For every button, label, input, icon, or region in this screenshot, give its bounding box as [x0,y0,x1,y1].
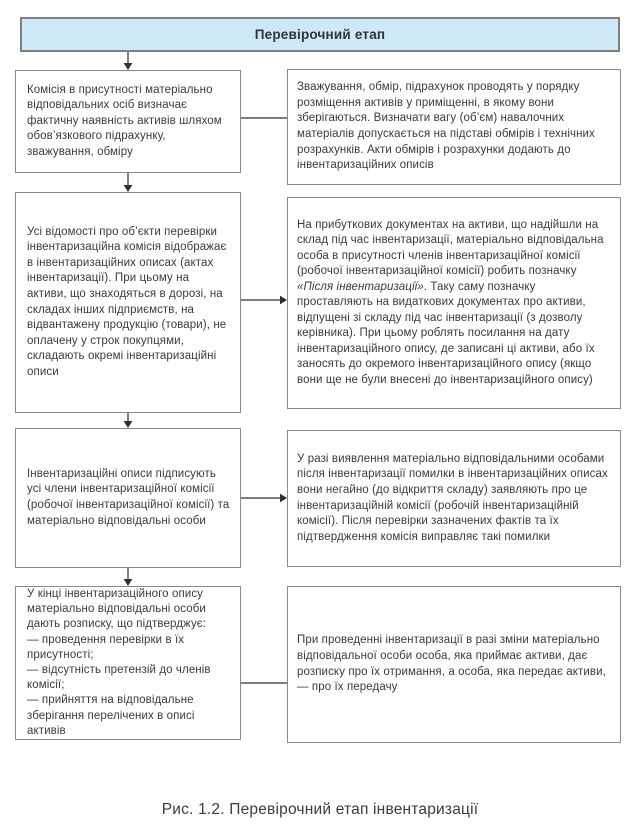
left-box-4-text [27,587,232,739]
left-box-1-text: Комісія в присутності матеріально відповідальних осіб визначає фактичну наявність активів шляхом обов’язкового підрахунку, зважування, обміру [27,83,222,158]
left-box-4-item-1: — проведення перевірки в їх присутності; [27,633,185,661]
right-box-2-italic-note: «Після інвентаризації» [297,280,424,293]
left-box-4 [15,586,241,740]
left-box-3-text: Інвентаризаційні описи підписують усі члени інвентаризаційної комісії (робочої інвентаризаційної комісії) та матеріально відповідальні особи [27,467,230,527]
arrowhead-header-to-box1 [124,63,133,70]
right-box-2-part2: . Таку саму позначку проставляють на видаткових документах про активи, відпущені зі складу під час інвентаризації (з дозволу керівника). При цьому роблять посилання на дату інвентаризаційного опису, де записані ці активи, або їх заносять до окремого інвентаризаційного опису (якщо вони ще не були внесені до інвентаризаційного опису) [297,280,595,386]
arrowhead-box1-to-box2 [124,185,133,192]
left-box-2 [15,192,241,413]
left-box-4-item-2: — відсутність претензій до членів комісії; [27,664,211,692]
figure-caption: Рис. 1.2. Перевірочний етап інвентаризації [161,801,479,818]
left-box-2-text: Усі відомості про об’єкти перевірки інвентаризаційна комісія відображає в інвентаризаційних описах (актах інвентаризації). При цьому на активи, що знаходяться в дорозі, на складах інших підприємств, на відвантажену продукцію (товари), не оплачену у строк покупцями, складають окремі інвентаризаційні описи [27,225,227,378]
right-box-1 [287,69,621,185]
left-box-1 [15,70,241,173]
arrowhead-pair2 [280,296,287,305]
right-box-2 [287,197,621,409]
right-box-2-part1: На прибуткових документах на активи, що надійшли на склад під час інвентаризації, матеріально відповідальна особа в присутності членів інвентаризаційної комісії (робочої інвентаризаційної комісії) робить позначку [297,218,604,278]
left-box-3 [15,428,241,568]
right-box-4 [287,586,621,743]
header-title: Перевірочний етап [254,27,386,42]
right-box-3 [287,430,621,567]
arrowhead-pair3 [280,494,287,503]
right-box-1-text: Зважування, обмір, підрахунок проводять у порядку розміщення активів у приміщенні, в якому вони зберігаються. Визначати вагу (об’єм) навалочних матеріалів допускається на підставі обмірів і технічних розрахунків. Акти обмірів і розрахунки додають до інвентаризаційних описів [297,81,595,172]
arrowhead-box3-to-box4 [124,579,133,586]
right-box-4-text: При проведенні інвентаризації в разі зміни матеріально відповідальної особи особа, яка приймає активи, дає розписку про їх отримання, а особа, яка передає активи, — про їх передачу [297,634,606,694]
arrowhead-box2-to-box3 [124,421,133,428]
right-box-2-text [297,218,614,389]
header-box [20,17,620,52]
left-box-4-item-3: — прийняття на відповідальне зберігання перелічених в описі активів [27,694,195,737]
right-box-3-text: У разі виявлення матеріально відповідальними особами після інвентаризації помилки в інвентаризаційних описах вони негайно (до відкриття складу) заявляють про це інвентаризаційній комісії (робочій інвентаризаційній комісії). Після перевірки зазначених фактів та їх підтвердження комісія виправляє такі помилки [297,452,608,543]
left-box-4-intro: У кінці інвентаризаційного опису матеріально відповідальні особи дають розписку, що підтверджує: [27,588,207,631]
